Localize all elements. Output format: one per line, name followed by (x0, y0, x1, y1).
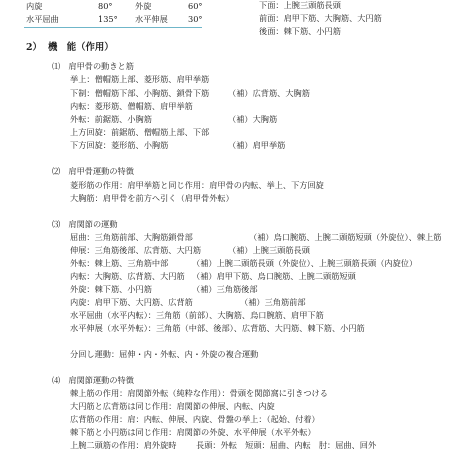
text-line: 外転：棘上筋、三角筋中部 (70, 258, 169, 268)
text-line-aux: （補）大胸筋 (228, 114, 278, 124)
text-line: 外旋：棘下筋、小円筋 (70, 284, 152, 294)
subsection-heading: ⑴ 肩甲骨の動きと筋 (52, 61, 134, 71)
text-line-aux: （補）三角筋前部 (240, 297, 306, 307)
table-motion-value: 80° (98, 1, 113, 11)
section-number: 2） (26, 42, 42, 53)
text-line: 内旋：肩甲下筋、大円筋、広背筋 (70, 297, 193, 307)
text-line: 下方回旋：菱形筋、小胸筋 (70, 140, 169, 150)
text-line: 屈曲：三角筋前部、大胸筋鎖骨部 (70, 232, 193, 242)
subsection-heading: ⑷ 肩関節運動の特徴 (52, 375, 134, 385)
section-title: 機 能（作用） (48, 42, 114, 53)
text-line: 棘下筋と小円筋は同じ作用：肩関節の外旋、水平伸展（水平外転） (70, 427, 316, 437)
text-line: 上方回旋：前鋸筋、僧帽筋上部、下部 (70, 127, 210, 137)
subsection-heading: ⑶ 肩関節の運動 (52, 219, 118, 229)
table-motion-label: 水平伸展 (135, 14, 168, 24)
text-line: 下制：僧帽筋下部、小胸筋、鎖骨下筋 (70, 88, 210, 98)
top-right-line: 下面：上腕三頭筋長頭 (259, 0, 341, 10)
text-line: 水平屈曲（水平内転）：三角筋（前部）、大胸筋、烏口腕筋、肩甲下筋 (70, 310, 324, 320)
table-motion-value: 135° (98, 14, 118, 24)
table-motion-label: 外旋 (135, 1, 152, 11)
table-motion-value: 30° (188, 14, 203, 24)
top-right-line: 前面：肩甲下筋、大胸筋、大円筋 (259, 13, 382, 23)
text-line: 分回し運動：屈伸・内・外転、内・外旋の複合運動 (70, 349, 259, 359)
text-line-aux: （補）広背筋、大胸筋 (228, 88, 310, 98)
table-bottom-rule (24, 27, 202, 28)
text-line-aux: （補）上腕三頭筋長頭 (228, 245, 310, 255)
text-line-aux: （補）三角筋後部 (192, 284, 258, 294)
text-line: 伸展：三角筋後部、広背筋、大円筋 (70, 245, 202, 255)
text-line-aux: （補）肩甲挙筋 (228, 140, 286, 150)
text-line: 上腕二頭筋の作用：肩外旋時 (70, 440, 177, 450)
top-right-line: 後面：棘下筋、小円筋 (259, 26, 341, 36)
text-line: 内転：大胸筋、広背筋、大円筋 (70, 271, 185, 281)
table-motion-label: 水平屈曲 (26, 14, 59, 24)
text-line: 内転：菱形筋、僧帽筋、肩甲挙筋 (70, 101, 193, 111)
table-motion-label: 内旋 (26, 1, 43, 11)
text-line: 大円筋と広背筋は同じ作用：肩関節の伸展、内転、内旋 (70, 401, 275, 411)
table-motion-value: 60° (188, 1, 203, 11)
text-line-aux: 長頭：外転 短頭：屈曲、内転 肘：屈曲、回外 (196, 440, 377, 450)
text-line-aux: （補）肩甲下筋、烏口腕筋、上腕二頭筋短頭 (192, 271, 356, 281)
text-line: 外転：前鋸筋、小胸筋 (70, 114, 152, 124)
text-line: 大胸筋：肩甲骨を前方へ引く（肩甲骨外転） (70, 193, 234, 203)
subsection-heading: ⑵ 肩甲骨運動の特徴 (52, 166, 134, 176)
text-line-aux: （補）上腕二頭筋長頭（外旋位）、上腕三頭筋長頭（内旋位） (192, 258, 418, 268)
text-line: 広背筋の作用：肩：内転、伸展、内旋、骨盤の挙上：（起始、付着） (70, 414, 320, 424)
text-line: 水平伸展（水平外転）：三角筋（中部、後部）、広背筋、大円筋、棘下筋、小円筋 (70, 323, 365, 333)
text-line: 棘上筋の作用：肩関節外転（純粋な作用）：骨頭を関節窩に引きつける (70, 388, 328, 398)
text-line: 菱形筋の作用：肩甲挙筋と同じ作用：肩甲骨の内転、挙上、下方回旋 (70, 180, 324, 190)
text-line: 挙上：僧帽筋上部、菱形筋、肩甲挙筋 (70, 74, 210, 84)
text-line-aux: （補）烏口腕筋、上腕二頭筋短頭（外旋位）、棘上筋 (249, 232, 442, 242)
